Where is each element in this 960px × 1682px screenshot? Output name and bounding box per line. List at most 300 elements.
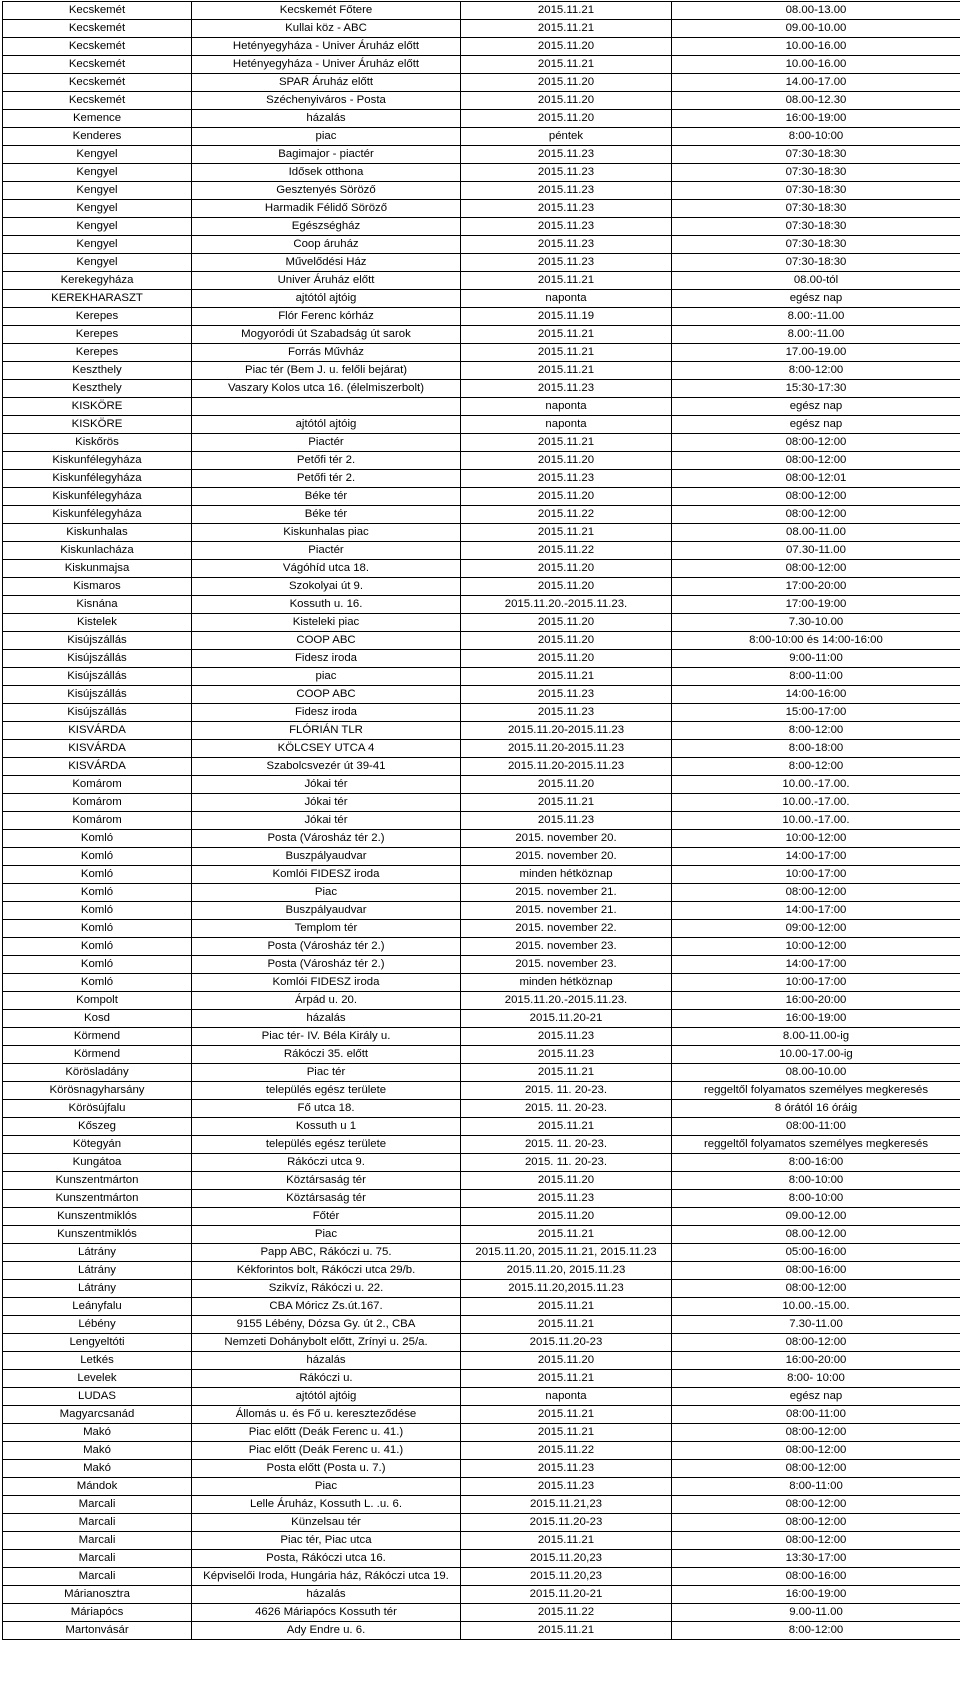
time-cell: 14:00-17:00	[672, 902, 960, 920]
location-cell: Piac tér, Piac utca	[192, 1532, 461, 1550]
time-cell: 8.00:-11.00	[672, 326, 960, 344]
date-cell: 2015. november 22.	[461, 920, 672, 938]
time-cell: 08:00-12:00	[672, 452, 960, 470]
location-cell: Rákóczi 35. előtt	[192, 1046, 461, 1064]
time-cell: 14.00-17.00	[672, 74, 960, 92]
location-cell: Idősek otthona	[192, 164, 461, 182]
table-row	[3, 380, 960, 398]
settlement-cell: Kiskunmajsa	[3, 560, 192, 578]
settlement-cell: LUDAS	[3, 1388, 192, 1406]
date-cell: 2015.11.23	[461, 1478, 672, 1496]
time-cell: 8:00-18:00	[672, 740, 960, 758]
date-cell: 2015.11.23	[461, 218, 672, 236]
time-cell: reggeltől folyamatos személyes megkeresés	[672, 1082, 960, 1100]
location-cell: Posta előtt (Posta u. 7.)	[192, 1460, 461, 1478]
time-cell: 08:00-12:01	[672, 470, 960, 488]
time-cell: 08.00-10.00	[672, 1064, 960, 1082]
location-cell: Papp ABC, Rákóczi u. 75.	[192, 1244, 461, 1262]
table-row	[3, 290, 960, 308]
date-cell: 2015.11.23	[461, 812, 672, 830]
table-row	[3, 848, 960, 866]
table-row	[3, 56, 960, 74]
time-cell: 9.00-11.00	[672, 1604, 960, 1622]
date-cell: 2015.11.20, 2015.11.21, 2015.11.23	[461, 1244, 672, 1262]
date-cell: 2015.11.20-2015.11.23	[461, 740, 672, 758]
settlement-cell: Keszthely	[3, 380, 192, 398]
date-cell: 2015.11.20	[461, 38, 672, 56]
table-row	[3, 578, 960, 596]
date-cell: 2015.11.23	[461, 686, 672, 704]
date-cell: 2015. november 23.	[461, 956, 672, 974]
location-cell: Buszpályaudvar	[192, 848, 461, 866]
settlement-cell: Kistelek	[3, 614, 192, 632]
date-cell: naponta	[461, 1388, 672, 1406]
table-row	[3, 362, 960, 380]
table-row	[3, 758, 960, 776]
location-cell: Petőfi tér 2.	[192, 470, 461, 488]
table-row	[3, 920, 960, 938]
time-cell: 8:00-10:00	[672, 128, 960, 146]
table-row	[3, 110, 960, 128]
settlement-cell: Kisújszállás	[3, 704, 192, 722]
settlement-cell: Kiskőrös	[3, 434, 192, 452]
settlement-cell: Körösnagyharsány	[3, 1082, 192, 1100]
time-cell: 08:00-12:00	[672, 1280, 960, 1298]
time-cell: 17.00-19.00	[672, 344, 960, 362]
table-row	[3, 1118, 960, 1136]
time-cell: 14:00-17:00	[672, 956, 960, 974]
settlement-cell: Kisújszállás	[3, 632, 192, 650]
time-cell: egész nap	[672, 416, 960, 434]
table-row	[3, 1442, 960, 1460]
location-cell: Piac előtt (Deák Ferenc u. 41.)	[192, 1424, 461, 1442]
settlement-cell: Kengyel	[3, 236, 192, 254]
location-cell: település egész területe	[192, 1082, 461, 1100]
settlement-cell: Komló	[3, 920, 192, 938]
time-cell: 08.00-13.00	[672, 2, 960, 20]
location-cell: Forrás Művház	[192, 344, 461, 362]
location-cell: Béke tér	[192, 506, 461, 524]
settlement-cell: Marcali	[3, 1496, 192, 1514]
table-row	[3, 1082, 960, 1100]
location-cell: Jókai tér	[192, 776, 461, 794]
location-cell: Piac	[192, 1478, 461, 1496]
location-cell: SPAR Áruház előtt	[192, 74, 461, 92]
table-row	[3, 452, 960, 470]
date-cell: péntek	[461, 128, 672, 146]
location-cell: Kullai köz - ABC	[192, 20, 461, 38]
schedule-table	[2, 1, 960, 1640]
table-row	[3, 326, 960, 344]
settlement-cell: Kengyel	[3, 200, 192, 218]
settlement-cell: Marcali	[3, 1514, 192, 1532]
settlement-cell: Marcali	[3, 1568, 192, 1586]
date-cell: 2015.11.21	[461, 794, 672, 812]
date-cell: 2015. november 23.	[461, 938, 672, 956]
location-cell: Hetényegyháza - Univer Áruház előtt	[192, 38, 461, 56]
location-cell: Piac tér (Bem J. u. felőli bejárat)	[192, 362, 461, 380]
time-cell: 08:00-12:00	[672, 560, 960, 578]
date-cell: 2015.11.20	[461, 452, 672, 470]
time-cell: egész nap	[672, 290, 960, 308]
location-cell: Piac	[192, 884, 461, 902]
date-cell: 2015.11.20, 2015.11.23	[461, 1262, 672, 1280]
location-cell: Kossuth u 1	[192, 1118, 461, 1136]
settlement-cell: Kisújszállás	[3, 668, 192, 686]
table-row	[3, 992, 960, 1010]
location-cell: COOP ABC	[192, 686, 461, 704]
location-cell: Gesztenyés Söröző	[192, 182, 461, 200]
settlement-cell: Kengyel	[3, 146, 192, 164]
date-cell: 2015.11.21	[461, 1118, 672, 1136]
date-cell: 2015.11.22	[461, 506, 672, 524]
table-row	[3, 1316, 960, 1334]
table-row	[3, 1298, 960, 1316]
location-cell: Főtér	[192, 1208, 461, 1226]
table-row	[3, 398, 960, 416]
location-cell: Ady Endre u. 6.	[192, 1622, 461, 1640]
settlement-cell: Keszthely	[3, 362, 192, 380]
table-row	[3, 704, 960, 722]
location-cell: Művelődési Ház	[192, 254, 461, 272]
table-row	[3, 632, 960, 650]
date-cell: minden hétköznap	[461, 866, 672, 884]
settlement-cell: Kiskunlacháza	[3, 542, 192, 560]
settlement-cell: Kunszentmiklós	[3, 1208, 192, 1226]
settlement-cell: Máriapócs	[3, 1604, 192, 1622]
time-cell: 07:30-18:30	[672, 146, 960, 164]
time-cell: 08.00-12.00	[672, 1226, 960, 1244]
location-cell: Béke tér	[192, 488, 461, 506]
table-row	[3, 182, 960, 200]
location-cell: Kossuth u. 16.	[192, 596, 461, 614]
table-row	[3, 866, 960, 884]
time-cell: 14:00-17:00	[672, 848, 960, 866]
date-cell: 2015.11.20	[461, 614, 672, 632]
settlement-cell: Kenderes	[3, 128, 192, 146]
time-cell: 08:00-12:00	[672, 434, 960, 452]
settlement-cell: Kisújszállás	[3, 650, 192, 668]
settlement-cell: KISVÁRDA	[3, 758, 192, 776]
date-cell: 2015.11.20	[461, 1352, 672, 1370]
settlement-cell: Komló	[3, 902, 192, 920]
location-cell: Komlói FIDESZ iroda	[192, 974, 461, 992]
time-cell: 16:00-20:00	[672, 1352, 960, 1370]
time-cell: 08:00-12:00	[672, 506, 960, 524]
settlement-cell: KISVÁRDA	[3, 740, 192, 758]
time-cell: 14:00-16:00	[672, 686, 960, 704]
location-cell: házalás	[192, 1352, 461, 1370]
date-cell: naponta	[461, 398, 672, 416]
table-row	[3, 884, 960, 902]
settlement-cell: KISKÖRE	[3, 398, 192, 416]
location-cell: ajtótól ajtóig	[192, 416, 461, 434]
settlement-cell: Kengyel	[3, 164, 192, 182]
date-cell: 2015.11.20-23	[461, 1514, 672, 1532]
date-cell: 2015.11.20	[461, 74, 672, 92]
time-cell: 13:30-17:00	[672, 1550, 960, 1568]
time-cell: 08:00-12:00	[672, 1514, 960, 1532]
table-row	[3, 596, 960, 614]
location-cell: KÖLCSEY UTCA 4	[192, 740, 461, 758]
settlement-cell: Kötegyán	[3, 1136, 192, 1154]
time-cell: 10:00-17:00	[672, 974, 960, 992]
settlement-cell: Kerepes	[3, 344, 192, 362]
time-cell: 8:00-16:00	[672, 1154, 960, 1172]
settlement-cell: Komló	[3, 884, 192, 902]
date-cell: 2015.11.21	[461, 2, 672, 20]
location-cell: Piac	[192, 1226, 461, 1244]
location-cell: Künzelsau tér	[192, 1514, 461, 1532]
table-row	[3, 1280, 960, 1298]
table-row	[3, 830, 960, 848]
settlement-cell: Körmend	[3, 1028, 192, 1046]
date-cell: 2015.11.20	[461, 560, 672, 578]
table-row	[3, 1586, 960, 1604]
location-cell: Coop áruház	[192, 236, 461, 254]
settlement-cell: Kecskemét	[3, 92, 192, 110]
time-cell: 08:00-12:00	[672, 884, 960, 902]
location-cell: piac	[192, 668, 461, 686]
table-row	[3, 1190, 960, 1208]
date-cell: 2015.11.21	[461, 344, 672, 362]
schedule-sheet	[2, 1, 960, 1640]
settlement-cell: Körmend	[3, 1046, 192, 1064]
time-cell: 16:00-20:00	[672, 992, 960, 1010]
settlement-cell: Kunszentmárton	[3, 1172, 192, 1190]
time-cell: 8:00-12:00	[672, 722, 960, 740]
table-row	[3, 560, 960, 578]
date-cell: 2015.11.21	[461, 326, 672, 344]
time-cell: 08:00-12:00	[672, 1496, 960, 1514]
table-row	[3, 2, 960, 20]
settlement-cell: Kecskemét	[3, 56, 192, 74]
time-cell: 10.00-17.00-ig	[672, 1046, 960, 1064]
table-row	[3, 344, 960, 362]
date-cell: 2015.11.22	[461, 542, 672, 560]
table-row	[3, 1262, 960, 1280]
date-cell: 2015.11.21	[461, 1064, 672, 1082]
settlement-cell: Kismaros	[3, 578, 192, 596]
date-cell: 2015. november 20.	[461, 848, 672, 866]
settlement-cell: Kőszeg	[3, 1118, 192, 1136]
location-cell: Piac tér	[192, 1064, 461, 1082]
location-cell: Vaszary Kolos utca 16. (élelmiszerbolt)	[192, 380, 461, 398]
time-cell: 07:30-18:30	[672, 254, 960, 272]
settlement-cell: Látrány	[3, 1280, 192, 1298]
settlement-cell: Leányfalu	[3, 1298, 192, 1316]
location-cell: település egész területe	[192, 1136, 461, 1154]
time-cell: 8:00-10:00	[672, 1190, 960, 1208]
table-row	[3, 146, 960, 164]
time-cell: 07:30-18:30	[672, 164, 960, 182]
table-row	[3, 434, 960, 452]
location-cell: Posta, Rákóczi utca 16.	[192, 1550, 461, 1568]
date-cell: 2015.11.20	[461, 1208, 672, 1226]
time-cell: 10:00-12:00	[672, 938, 960, 956]
settlement-cell: Kerepes	[3, 308, 192, 326]
location-cell: Állomás u. és Fő u. kereszteződése	[192, 1406, 461, 1424]
settlement-cell: Marcali	[3, 1550, 192, 1568]
time-cell: 8:00-11:00	[672, 668, 960, 686]
time-cell: 15:30-17:30	[672, 380, 960, 398]
table-row	[3, 524, 960, 542]
time-cell: 15:00-17:00	[672, 704, 960, 722]
location-cell: ajtótól ajtóig	[192, 1388, 461, 1406]
settlement-cell: Martonvásár	[3, 1622, 192, 1640]
time-cell: egész nap	[672, 398, 960, 416]
table-row	[3, 254, 960, 272]
settlement-cell: Makó	[3, 1442, 192, 1460]
location-cell: Piac tér- IV. Béla Király u.	[192, 1028, 461, 1046]
time-cell: 09.00-12.00	[672, 1208, 960, 1226]
time-cell: 08:00-11:00	[672, 1406, 960, 1424]
time-cell: 8:00-12:00	[672, 758, 960, 776]
settlement-cell: Kiskunfélegyháza	[3, 488, 192, 506]
date-cell: 2015.11.20	[461, 632, 672, 650]
table-row	[3, 1226, 960, 1244]
settlement-cell: Makó	[3, 1424, 192, 1442]
date-cell: 2015.11.20	[461, 488, 672, 506]
settlement-cell: KEREKHARASZT	[3, 290, 192, 308]
location-cell: Nemzeti Dohánybolt előtt, Zrínyi u. 25/a.	[192, 1334, 461, 1352]
settlement-cell: Körösújfalu	[3, 1100, 192, 1118]
location-cell: Univer Áruház előtt	[192, 272, 461, 290]
date-cell: 2015.11.20	[461, 776, 672, 794]
date-cell: 2015.11.21	[461, 434, 672, 452]
table-row	[3, 902, 960, 920]
location-cell: Komlói FIDESZ iroda	[192, 866, 461, 884]
table-row	[3, 1424, 960, 1442]
time-cell: 10.00-16.00	[672, 38, 960, 56]
time-cell: 08:00-12:00	[672, 1424, 960, 1442]
settlement-cell: Mándok	[3, 1478, 192, 1496]
date-cell: 2015. november 21.	[461, 884, 672, 902]
location-cell: Templom tér	[192, 920, 461, 938]
location-cell: Szikvíz, Rákóczi u. 22.	[192, 1280, 461, 1298]
time-cell: 07:30-18:30	[672, 236, 960, 254]
location-cell: Árpád u. 20.	[192, 992, 461, 1010]
date-cell: 2015.11.23	[461, 1460, 672, 1478]
table-row	[3, 1154, 960, 1172]
time-cell: 17:00-19:00	[672, 596, 960, 614]
date-cell: 2015.11.23	[461, 164, 672, 182]
settlement-cell: Marcali	[3, 1532, 192, 1550]
location-cell: Jókai tér	[192, 812, 461, 830]
table-row	[3, 794, 960, 812]
location-cell: Mogyoródi út Szabadság út sarok	[192, 326, 461, 344]
date-cell: 2015.11.23	[461, 470, 672, 488]
date-cell: 2015.11.23	[461, 1190, 672, 1208]
time-cell: 8:00-10:00	[672, 1172, 960, 1190]
date-cell: 2015.11.21	[461, 56, 672, 74]
location-cell: Kékforintos bolt, Rákóczi utca 29/b.	[192, 1262, 461, 1280]
time-cell: 8.00:-11.00	[672, 308, 960, 326]
settlement-cell: Kecskemét	[3, 2, 192, 20]
date-cell: 2015.11.21,23	[461, 1496, 672, 1514]
table-row	[3, 1244, 960, 1262]
table-row	[3, 74, 960, 92]
settlement-cell: Komló	[3, 830, 192, 848]
settlement-cell: Kecskemét	[3, 20, 192, 38]
time-cell: 08.00-tól	[672, 272, 960, 290]
date-cell: 2015.11.23	[461, 254, 672, 272]
location-cell: Fidesz iroda	[192, 704, 461, 722]
table-row	[3, 1514, 960, 1532]
time-cell: 9:00-11:00	[672, 650, 960, 668]
location-cell: Képviselői Iroda, Hungária ház, Rákóczi utca 19.	[192, 1568, 461, 1586]
table-row	[3, 614, 960, 632]
location-cell: piac	[192, 128, 461, 146]
table-row	[3, 974, 960, 992]
location-cell: Rákóczi utca 9.	[192, 1154, 461, 1172]
time-cell: 8.00-11.00-ig	[672, 1028, 960, 1046]
settlement-cell: Lengyeltóti	[3, 1334, 192, 1352]
date-cell: 2015.11.20	[461, 650, 672, 668]
date-cell: 2015.11.21	[461, 668, 672, 686]
table-row	[3, 812, 960, 830]
time-cell: 10.00.-17.00.	[672, 812, 960, 830]
time-cell: 08:00-16:00	[672, 1568, 960, 1586]
table-row	[3, 1550, 960, 1568]
date-cell: 2015.11.20	[461, 110, 672, 128]
settlement-cell: Kiskunhalas	[3, 524, 192, 542]
date-cell: 2015.11.22	[461, 1604, 672, 1622]
settlement-cell: Lébény	[3, 1316, 192, 1334]
table-row	[3, 20, 960, 38]
location-cell: Piac előtt (Deák Ferenc u. 41.)	[192, 1442, 461, 1460]
table-row	[3, 470, 960, 488]
time-cell: 16:00-19:00	[672, 110, 960, 128]
date-cell: 2015.11.23	[461, 146, 672, 164]
location-cell: házalás	[192, 1586, 461, 1604]
date-cell: 2015.11.21	[461, 20, 672, 38]
location-cell: Fidesz iroda	[192, 650, 461, 668]
date-cell: 2015. 11. 20-23.	[461, 1136, 672, 1154]
location-cell: Kisteleki piac	[192, 614, 461, 632]
table-row	[3, 236, 960, 254]
location-cell: Petőfi tér 2.	[192, 452, 461, 470]
date-cell: 2015.11.23	[461, 182, 672, 200]
table-row	[3, 542, 960, 560]
date-cell: 2015. 11. 20-23.	[461, 1154, 672, 1172]
settlement-cell: Látrány	[3, 1244, 192, 1262]
location-cell: házalás	[192, 1010, 461, 1028]
table-row	[3, 1388, 960, 1406]
date-cell: 2015.11.21	[461, 1532, 672, 1550]
table-row	[3, 1352, 960, 1370]
time-cell: reggeltől folyamatos személyes megkeresés	[672, 1136, 960, 1154]
date-cell: minden hétköznap	[461, 974, 672, 992]
location-cell: Jókai tér	[192, 794, 461, 812]
date-cell: 2015. 11. 20-23.	[461, 1082, 672, 1100]
table-row	[3, 1478, 960, 1496]
location-cell: Széchenyiváros - Posta	[192, 92, 461, 110]
table-row	[3, 686, 960, 704]
table-row	[3, 1568, 960, 1586]
table-row	[3, 1370, 960, 1388]
table-row	[3, 92, 960, 110]
time-cell: 09:00-12:00	[672, 920, 960, 938]
location-cell: Fő utca 18.	[192, 1100, 461, 1118]
time-cell: 8 órától 16 óráig	[672, 1100, 960, 1118]
date-cell: 2015.11.20,23	[461, 1568, 672, 1586]
time-cell: 08:00-12:00	[672, 488, 960, 506]
date-cell: 2015.11.21	[461, 362, 672, 380]
settlement-cell: Körösladány	[3, 1064, 192, 1082]
table-row	[3, 1172, 960, 1190]
settlement-cell: Kerepes	[3, 326, 192, 344]
